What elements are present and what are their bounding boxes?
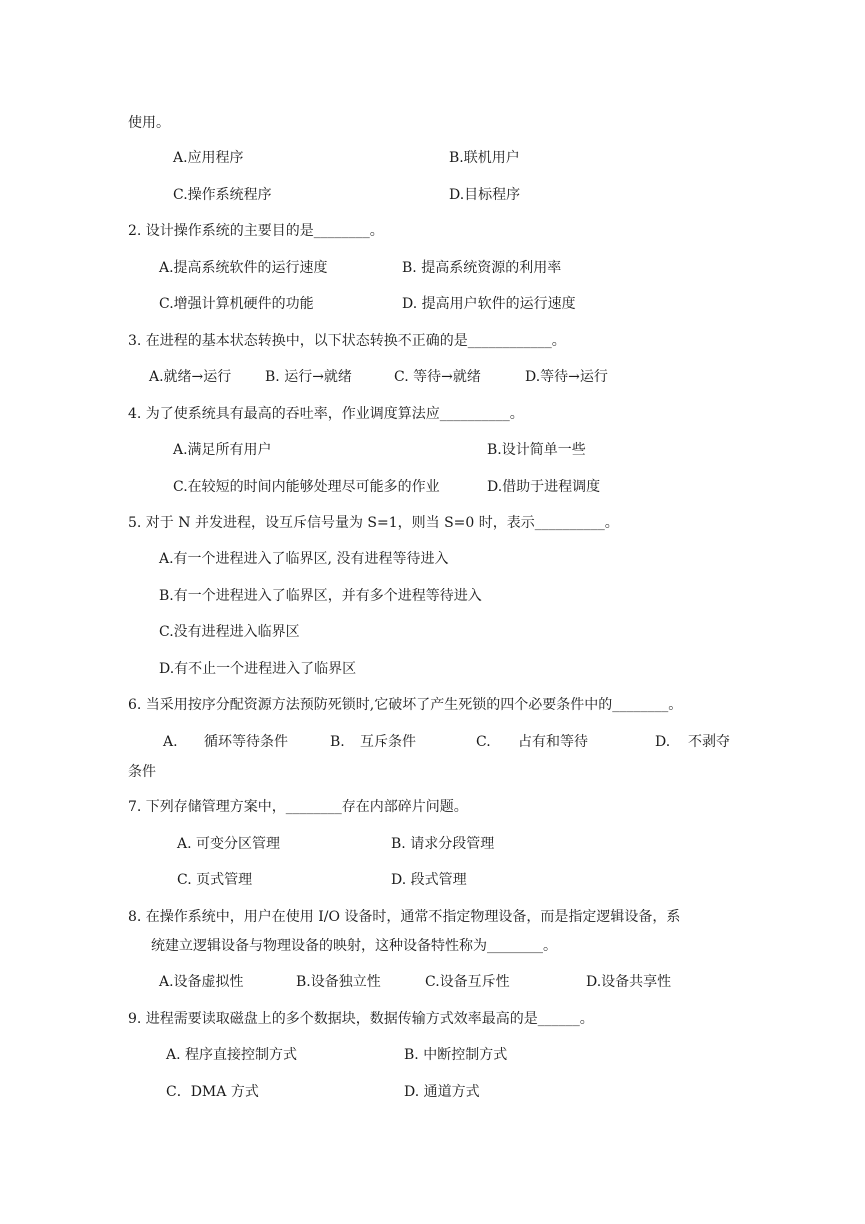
question-8-stem-cont: 统建立逻辑设备与物理设备的映射，这种设备特性称为________。 (151, 938, 557, 954)
q9-option-d: D. 通道方式 (404, 1084, 480, 1100)
q6-option-b: 互斥条件 (360, 734, 416, 750)
q4-option-a: A.满足所有用户 (173, 442, 272, 458)
q6-option-d: 不剥夺 (688, 734, 730, 750)
q3-option-d: D.等待→运行 (525, 369, 608, 385)
question-1-stem-tail: 使用。 (128, 115, 170, 131)
q6-option-a-letter: A. (163, 734, 178, 750)
q9-option-a: A. 程序直接控制方式 (166, 1047, 298, 1063)
q9-option-c: C．DMA 方式 (166, 1084, 259, 1100)
q8-option-d: D.设备共享性 (586, 974, 672, 990)
question-8-stem: 8. 在操作系统中，用户在使用 I/O 设备时，通常不指定物理设备，而是指定逻辑设备，系 (128, 909, 681, 925)
q5-option-c: C.没有进程进入临界区 (159, 624, 300, 640)
q4-option-d: D.借助于进程调度 (487, 479, 601, 495)
q3-option-b: B. 运行→就绪 (265, 369, 352, 385)
q2-option-c: C.增强计算机硬件的功能 (159, 296, 314, 312)
q6-option-d-wrap: 条件 (128, 764, 156, 780)
q4-option-c: C.在较短的时间内能够处理尽可能多的作业 (173, 479, 440, 495)
q6-option-b-letter: B. (330, 734, 345, 750)
q2-option-d: D. 提高用户软件的运行速度 (402, 296, 576, 312)
q9-option-b: B. 中断控制方式 (404, 1047, 508, 1063)
question-6-stem: 6. 当采用按序分配资源方法预防死锁时,它破坏了产生死锁的四个必要条件中的________。 (128, 697, 683, 713)
question-4-stem: 4. 为了使系统具有最高的吞吐率，作业调度算法应__________。 (128, 406, 524, 422)
q8-option-b: B.设备独立性 (296, 974, 381, 990)
q7-option-d: D. 段式管理 (391, 872, 467, 888)
q6-option-c-letter: C. (476, 734, 491, 750)
question-3-stem: 3. 在进程的基本状态转换中，以下状态转换不正确的是____________。 (128, 333, 566, 349)
q8-option-a: A.设备虚拟性 (159, 974, 244, 990)
q3-option-c: C. 等待→就绪 (394, 369, 481, 385)
q4-option-b: B.设计简单一些 (487, 442, 586, 458)
q8-option-c: C.设备互斥性 (425, 974, 510, 990)
q7-option-a: A. 可变分区管理 (177, 836, 281, 852)
q2-option-a: A.提高系统软件的运行速度 (159, 260, 328, 276)
q1-option-a: A.应用程序 (173, 150, 244, 166)
q6-option-a: 循环等待条件 (204, 734, 288, 750)
q5-option-b: B.有一个进程进入了临界区，并有多个进程等待进入 (159, 588, 482, 604)
q6-option-d-letter: D. (655, 734, 671, 750)
question-7-stem: 7. 下列存储管理方案中，________存在内部碎片问题。 (128, 799, 468, 815)
q5-option-d: D.有不止一个进程进入了临界区 (159, 661, 357, 677)
q6-option-c: 占有和等待 (518, 734, 588, 750)
q7-option-b: B. 请求分段管理 (391, 836, 495, 852)
question-2-stem: 2. 设计操作系统的主要目的是________。 (128, 223, 384, 239)
q5-option-a: A.有一个进程进入了临界区, 没有进程等待进入 (159, 551, 449, 567)
q2-option-b: B. 提高系统资源的利用率 (402, 260, 562, 276)
q1-option-b: B.联机用户 (449, 150, 520, 166)
q1-option-c: C.操作系统程序 (173, 187, 272, 203)
q1-option-d: D.目标程序 (449, 187, 521, 203)
question-9-stem: 9. 进程需要读取磁盘上的多个数据块，数据传输方式效率最高的是______。 (128, 1011, 594, 1027)
question-5-stem: 5. 对于 N 并发进程，设互斥信号量为 S=1，则当 S=0 时，表示__________。 (128, 515, 619, 531)
q7-option-c: C. 页式管理 (177, 872, 253, 888)
q3-option-a: A.就绪→运行 (149, 369, 232, 385)
